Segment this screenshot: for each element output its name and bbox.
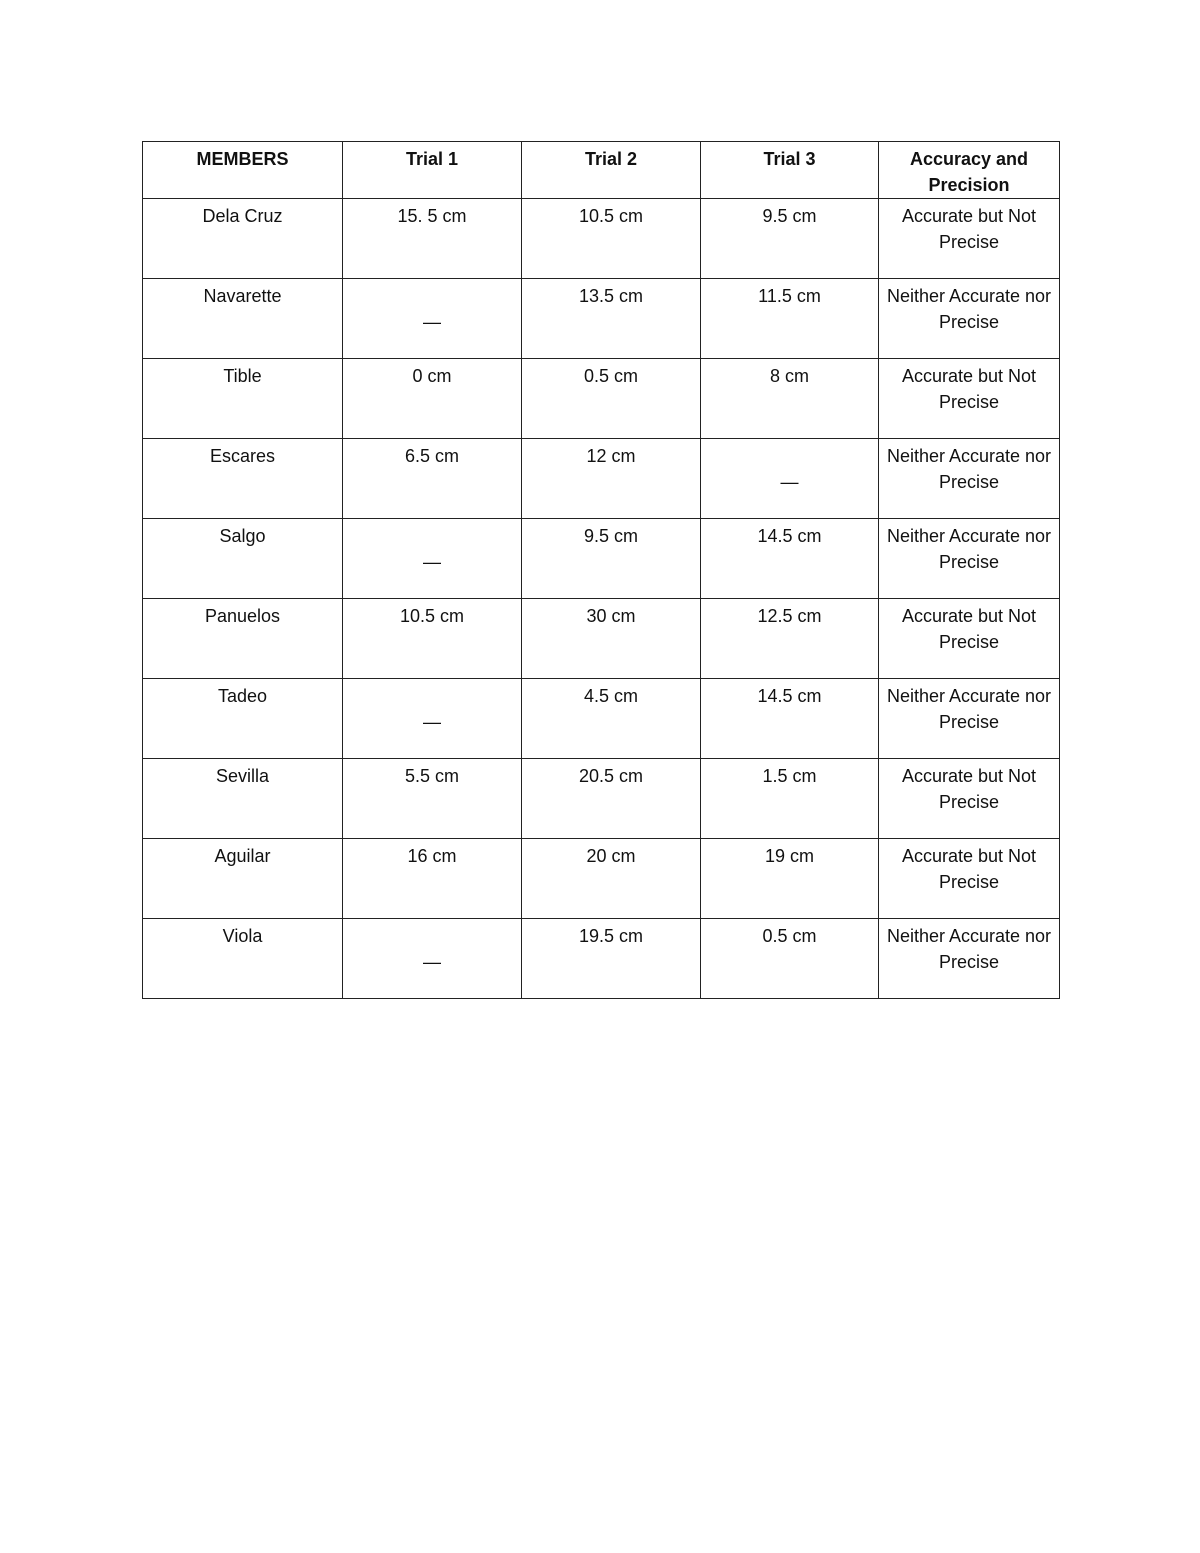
result-value: Neither Accurate nor Precise [886, 286, 1052, 332]
table-row [143, 839, 1060, 919]
trial-1-value: — [423, 312, 441, 332]
result-cell [879, 759, 1060, 839]
result-value: Neither Accurate nor Precise [886, 526, 1052, 572]
trial-2-value: 20 cm [586, 846, 636, 866]
trial-1-cell [343, 439, 522, 519]
member-cell [143, 279, 343, 359]
trial-3-value: 14.5 cm [757, 526, 822, 546]
member-value: Sevilla [215, 766, 270, 786]
member-value: Aguilar [214, 846, 271, 866]
member-cell [143, 519, 343, 599]
trial-3-cell [701, 439, 879, 519]
result-cell [879, 279, 1060, 359]
result-value: Accurate but Not Precise [901, 366, 1037, 412]
trial-3-cell [701, 199, 879, 279]
trial-2-cell [522, 679, 701, 759]
trial-1-cell [343, 599, 522, 679]
trial-3-value: 1.5 cm [762, 766, 817, 786]
results-table [142, 141, 1060, 999]
trial-2-cell [522, 919, 701, 999]
trial-3-value: 12.5 cm [757, 606, 822, 626]
member-value: Tible [223, 366, 262, 386]
member-value: Navarette [203, 286, 282, 306]
trial-2-value: 0.5 cm [583, 366, 639, 386]
trial-3-value: 11.5 cm [758, 286, 821, 306]
trial-3-cell [701, 519, 879, 599]
result-cell [879, 839, 1060, 919]
result-cell [879, 599, 1060, 679]
table-row [143, 359, 1060, 439]
trial-1-value: — [423, 712, 441, 732]
trial-3-value: 0.5 cm [762, 926, 817, 946]
trial-2-value: 30 cm [586, 606, 636, 626]
member-value: Viola [222, 926, 263, 946]
trial-3-cell [701, 599, 879, 679]
member-cell [143, 199, 343, 279]
member-cell [143, 839, 343, 919]
trial-1-cell [343, 199, 522, 279]
trial-1-value: 0 cm [412, 366, 452, 386]
table-row [143, 599, 1060, 679]
table-row [143, 199, 1060, 279]
result-value: Neither Accurate nor Precise [886, 926, 1052, 972]
member-value: Tadeo [217, 686, 268, 706]
result-value: Accurate but Not Precise [901, 766, 1037, 812]
trial-2-cell [522, 279, 701, 359]
result-cell [879, 199, 1060, 279]
table-body [143, 199, 1060, 999]
trial-1-value: 16 cm [407, 846, 457, 866]
table-row [143, 519, 1060, 599]
trial-2-cell [522, 439, 701, 519]
trial-3-cell [701, 359, 879, 439]
table-row [143, 439, 1060, 519]
trial-2-cell [522, 759, 701, 839]
member-value: Escares [209, 446, 276, 466]
trial-2-value: 10.5 cm [578, 206, 644, 226]
header-trial-3: Trial 3 [701, 142, 879, 199]
member-value: Dela Cruz [202, 206, 283, 226]
result-value: Neither Accurate nor Precise [886, 446, 1052, 492]
trial-1-cell [343, 279, 522, 359]
trial-2-value: 4.5 cm [583, 686, 639, 706]
trial-3-value: 14.5 cm [757, 686, 822, 706]
trial-2-cell [522, 519, 701, 599]
member-cell [143, 359, 343, 439]
trial-3-value: — [780, 472, 799, 492]
header-members: MEMBERS [143, 142, 343, 199]
trial-1-cell [343, 359, 522, 439]
result-value: Accurate but Not Precise [901, 206, 1037, 252]
result-cell [879, 359, 1060, 439]
trial-1-cell [343, 919, 522, 999]
member-cell [143, 599, 343, 679]
trial-1-cell [343, 679, 522, 759]
trial-3-value: 8 cm [769, 366, 809, 386]
trial-1-value: 6.5 cm [404, 446, 460, 466]
trial-3-cell [701, 679, 879, 759]
trial-2-value: 20.5 cm [578, 766, 644, 786]
result-cell [879, 519, 1060, 599]
trial-3-cell [701, 919, 879, 999]
trial-2-cell [522, 599, 701, 679]
trial-3-cell [701, 839, 879, 919]
table-header-row [143, 142, 1060, 199]
header-trial-2: Trial 2 [522, 142, 701, 199]
result-value: Accurate but Not Precise [901, 606, 1037, 652]
header-accuracy-precision: Accuracy and Precision [879, 142, 1060, 199]
result-cell [879, 439, 1060, 519]
trial-2-value: 13.5 cm [578, 286, 644, 306]
member-cell [143, 759, 343, 839]
result-cell [879, 679, 1060, 759]
member-value: Salgo [219, 526, 266, 546]
table-row [143, 919, 1060, 999]
table-row [143, 759, 1060, 839]
trial-3-value: 19 cm [764, 846, 815, 866]
trial-2-value: 19.5 cm [578, 926, 644, 946]
trial-2-value: 9.5 cm [583, 526, 639, 546]
result-cell [879, 919, 1060, 999]
trial-3-value: 9.5 cm [762, 206, 817, 226]
trial-1-value: 10.5 cm [399, 606, 465, 626]
member-cell [143, 679, 343, 759]
result-value: Neither Accurate nor Precise [886, 686, 1052, 732]
trial-1-value: 5.5 cm [404, 766, 460, 786]
trial-3-cell [701, 279, 879, 359]
member-cell [143, 439, 343, 519]
member-cell [143, 919, 343, 999]
table-row [143, 279, 1060, 359]
result-value: Accurate but Not Precise [901, 846, 1037, 892]
trial-1-value: — [423, 552, 441, 572]
trial-3-cell [701, 759, 879, 839]
trial-1-cell [343, 519, 522, 599]
table-row [143, 679, 1060, 759]
trial-2-cell [522, 359, 701, 439]
trial-1-value: 15. 5 cm [397, 206, 467, 226]
trial-1-cell [343, 839, 522, 919]
trial-2-cell [522, 199, 701, 279]
trial-1-value: — [423, 952, 441, 972]
member-value: Panuelos [204, 606, 281, 626]
header-trial-1: Trial 1 [343, 142, 522, 199]
trial-2-value: 12 cm [586, 446, 636, 466]
trial-1-cell [343, 759, 522, 839]
trial-2-cell [522, 839, 701, 919]
